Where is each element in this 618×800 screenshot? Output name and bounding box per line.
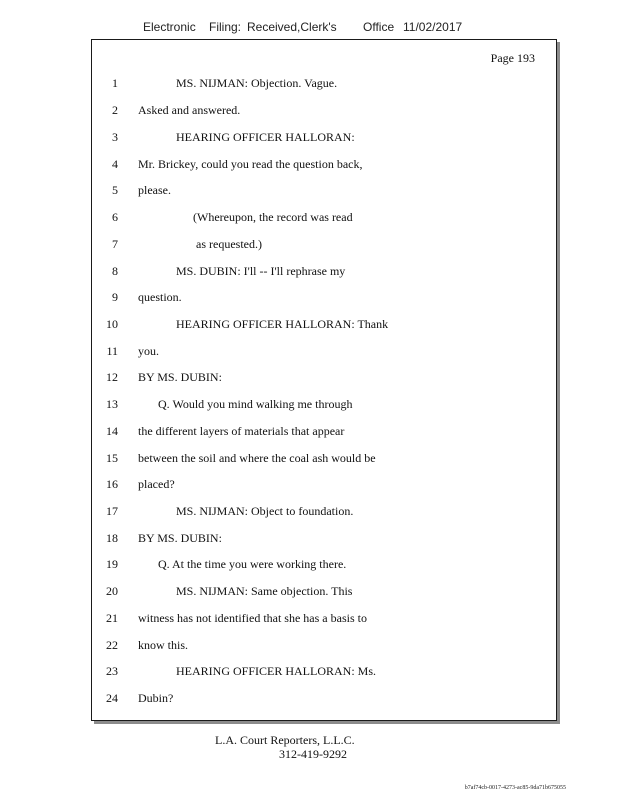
footer-phone: 312-419-9292 [279,747,347,761]
line-text: please. [138,183,171,197]
line-text: (Whereupon, the record was read [193,210,353,224]
line-number: 12 [106,370,118,384]
line-text: HEARING OFFICER HALLORAN: [176,130,355,144]
transcript-line [92,662,556,680]
line-number: 23 [106,664,118,678]
filing-stamp-electronic: Electronic [143,20,196,34]
line-number: 8 [112,264,118,278]
transcript-line [92,128,556,146]
line-text: between the soil and where the coal ash would be [138,451,376,465]
line-text: MS. DUBIN: I'll -- I'll rephrase my [176,264,346,278]
line-text: MS. NIJMAN: Objection. Vague. [176,76,338,90]
line-number: 19 [106,557,118,571]
line-number: 2 [112,103,118,117]
transcript-line [92,582,556,600]
line-number: 11 [106,344,118,358]
line-number: 6 [112,210,118,224]
transcript-line [92,636,556,654]
line-text: MS. NIJMAN: Object to foundation. [176,504,354,518]
line-number: 13 [106,397,118,411]
transcript-line [92,555,556,573]
filing-stamp-received: Received,Clerk's [247,20,337,34]
line-text: witness has not identified that she has a basis to [138,611,367,625]
transcript-line [92,74,556,92]
transcript-line [92,181,556,199]
filing-stamp-filing: Filing: [209,20,242,34]
document-hash: b7af74cb-0017-4273-ac85-9da71b675055 [464,785,566,791]
line-number: 15 [106,451,118,465]
line-text: as requested.) [196,237,262,251]
transcript-line [92,449,556,467]
line-text: MS. NIJMAN: Same objection. This [176,584,353,598]
filing-stamp-office: Office [363,20,395,34]
line-text: HEARING OFFICER HALLORAN: Thank [176,317,389,331]
transcript-line [92,235,556,253]
line-number: 18 [106,531,118,545]
line-number: 10 [106,317,118,331]
transcript-line [92,395,556,413]
transcript-line [92,155,556,173]
filing-stamp-header [143,20,462,34]
transcript-line [92,101,556,119]
line-number: 22 [106,638,118,652]
line-number: 16 [106,477,118,491]
transcript-line [92,315,556,333]
line-text: Q. Would you mind walking me through [158,397,353,411]
line-text: placed? [138,477,175,491]
transcript-line [92,288,556,306]
transcript-line [92,208,556,226]
line-text: you. [138,344,159,358]
line-number: 9 [112,290,118,304]
transcript-line [92,529,556,547]
line-number: 3 [112,130,118,144]
transcript-line [92,262,556,280]
line-text: question. [138,290,182,304]
line-number: 24 [106,691,118,705]
footer-company: L.A. Court Reporters, L.L.C. [215,733,355,747]
line-number: 1 [112,76,118,90]
line-number: 7 [112,237,118,251]
line-number: 20 [106,584,118,598]
page-number: Page 193 [490,51,535,65]
transcript-line [92,502,556,520]
line-number: 5 [112,183,118,197]
line-text: Q. At the time you were working there. [158,557,347,571]
line-number: 21 [106,611,118,625]
transcript-line [92,475,556,493]
transcript-line [92,689,556,707]
line-number: 17 [106,504,118,518]
line-text: HEARING OFFICER HALLORAN: Ms. [176,664,377,678]
transcript-line [92,609,556,627]
transcript-body [92,40,556,720]
line-text: know this. [138,638,189,652]
line-text: Mr. Brickey, could you read the question back, [138,157,363,171]
transcript-line [92,422,556,440]
line-text: Asked and answered. [138,103,241,117]
transcript-page [91,39,557,721]
line-number: 4 [112,157,118,171]
transcript-line [92,342,556,360]
filing-stamp-date: 11/02/2017 [403,20,463,34]
transcript-line [92,368,556,386]
line-text: Dubin? [138,691,174,705]
line-number: 14 [106,424,118,438]
line-text: BY MS. DUBIN: [138,531,222,545]
line-text: BY MS. DUBIN: [138,370,222,384]
line-text: the different layers of materials that appear [138,424,345,438]
